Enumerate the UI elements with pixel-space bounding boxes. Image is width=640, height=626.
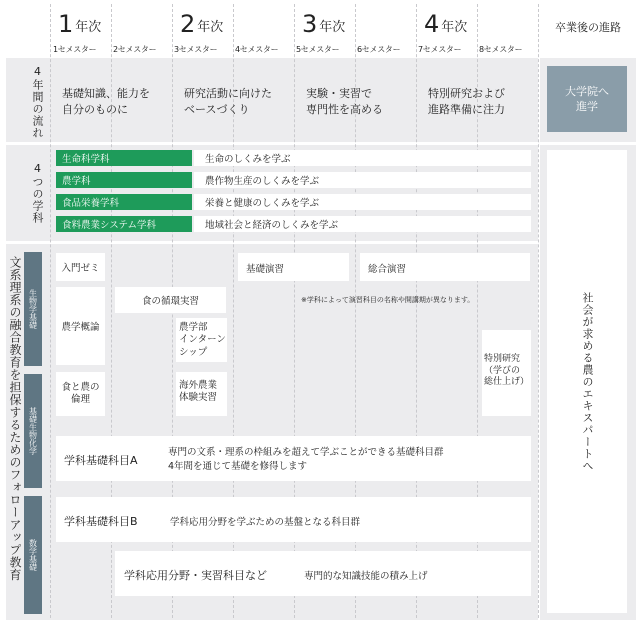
column-guide bbox=[538, 4, 539, 618]
course-internship: 農学部 インターン シップ bbox=[176, 318, 227, 362]
basic-b-title: 学科基礎科目B bbox=[64, 515, 138, 528]
course-overseas-practice: 海外農業 体験実習 bbox=[176, 372, 227, 416]
department-name: 農学科 bbox=[56, 172, 192, 188]
year-number: 2 bbox=[180, 10, 196, 38]
department-desc: 生命のしくみを学ぶ bbox=[194, 150, 531, 166]
semester-label: 6セメスター bbox=[357, 45, 401, 54]
year-1-heading: 1 年次 bbox=[58, 10, 102, 38]
year-number: 4 bbox=[424, 10, 440, 38]
row-separator bbox=[6, 142, 636, 145]
basic-a-desc: 専門の文系・理系の枠組みを超えて学ぶことができる基礎科目群 4年間を通じて基礎を修得します bbox=[168, 447, 444, 472]
flow-stage-1: 基礎知識、能力を 自分のものに bbox=[62, 87, 150, 116]
departments-row-label: 4つの学科 bbox=[31, 162, 44, 224]
course-general-practice: 総合演習 bbox=[360, 253, 530, 281]
basic-subjects-a bbox=[56, 436, 531, 481]
expert-box: 社会が求める農のエキスパートへ bbox=[547, 150, 627, 613]
semester-label: 4セメスター bbox=[235, 45, 279, 54]
band-basic-biochemistry: 基礎生物化学 bbox=[24, 374, 42, 488]
year-3-heading: 3 年次 bbox=[302, 10, 346, 38]
semester-label: 1セメスター bbox=[53, 45, 97, 54]
column-guide bbox=[50, 4, 51, 618]
course-food-ethics: 食と農の 倫理 bbox=[56, 372, 105, 416]
department-name: 食品栄養学科 bbox=[56, 194, 192, 210]
band-math-basics: 数学基礎 bbox=[24, 496, 42, 614]
flow-stage-3: 実験・実習で 専門性を高める bbox=[306, 87, 383, 116]
year-2-heading: 2 年次 bbox=[180, 10, 224, 38]
department-desc: 栄養と健康のしくみを学ぶ bbox=[194, 194, 531, 210]
year-number: 1 bbox=[58, 10, 74, 38]
course-special-research: 特別研究 （学びの 総仕上げ） bbox=[482, 330, 531, 416]
semester-label: 7セメスター bbox=[418, 45, 462, 54]
basic-a-title: 学科基礎科目A bbox=[64, 454, 138, 467]
education-row-label: 文系理系の融合教育を担保するためのフォローアップ教育 bbox=[8, 256, 22, 581]
course-agri-overview: 農学概論 bbox=[56, 287, 105, 365]
applied-desc: 専門的な知識技能の積み上げ bbox=[304, 571, 428, 582]
grad-school-box: 大学院へ 進学 bbox=[547, 66, 627, 132]
flow-row-label: 4年間の流れ bbox=[31, 65, 44, 139]
course-intro-seminar: 入門ゼミ bbox=[56, 253, 105, 281]
semester-label: 3セメスター bbox=[174, 45, 218, 54]
semester-label: 2セメスター bbox=[113, 45, 157, 54]
semester-label: 5セメスター bbox=[296, 45, 340, 54]
course-food-cycle: 食の循環実習 bbox=[115, 287, 226, 313]
flow-stage-4: 特別研究および 進路準備に注力 bbox=[428, 87, 505, 116]
row-separator bbox=[6, 241, 538, 244]
band-biology-basics: 生物学基礎 bbox=[24, 252, 42, 366]
year-4-heading: 4 年次 bbox=[424, 10, 468, 38]
basic-subjects-b bbox=[56, 497, 531, 542]
course-basic-practice: 基礎演習 bbox=[238, 253, 349, 281]
department-name: 生命科学科 bbox=[56, 150, 192, 166]
department-desc: 地域社会と経済のしくみを学ぶ bbox=[194, 216, 531, 232]
semester-label: 8セメスター bbox=[479, 45, 523, 54]
department-desc: 農作物生産のしくみを学ぶ bbox=[194, 172, 531, 188]
applied-subjects bbox=[115, 551, 531, 596]
basic-b-desc: 学科応用分野を学ぶための基盤となる科目群 bbox=[170, 517, 361, 528]
department-name: 食料農業システム学科 bbox=[56, 216, 192, 232]
flow-stage-2: 研究活動に向けた ベースづくり bbox=[184, 87, 272, 116]
year-number: 3 bbox=[302, 10, 318, 38]
after-grad-heading: 卒業後の進路 bbox=[555, 21, 621, 34]
practice-note: ※学科によって演習科目の名称や開講期が異なります。 bbox=[301, 296, 475, 304]
applied-title: 学科応用分野・実習科目など bbox=[124, 569, 267, 582]
